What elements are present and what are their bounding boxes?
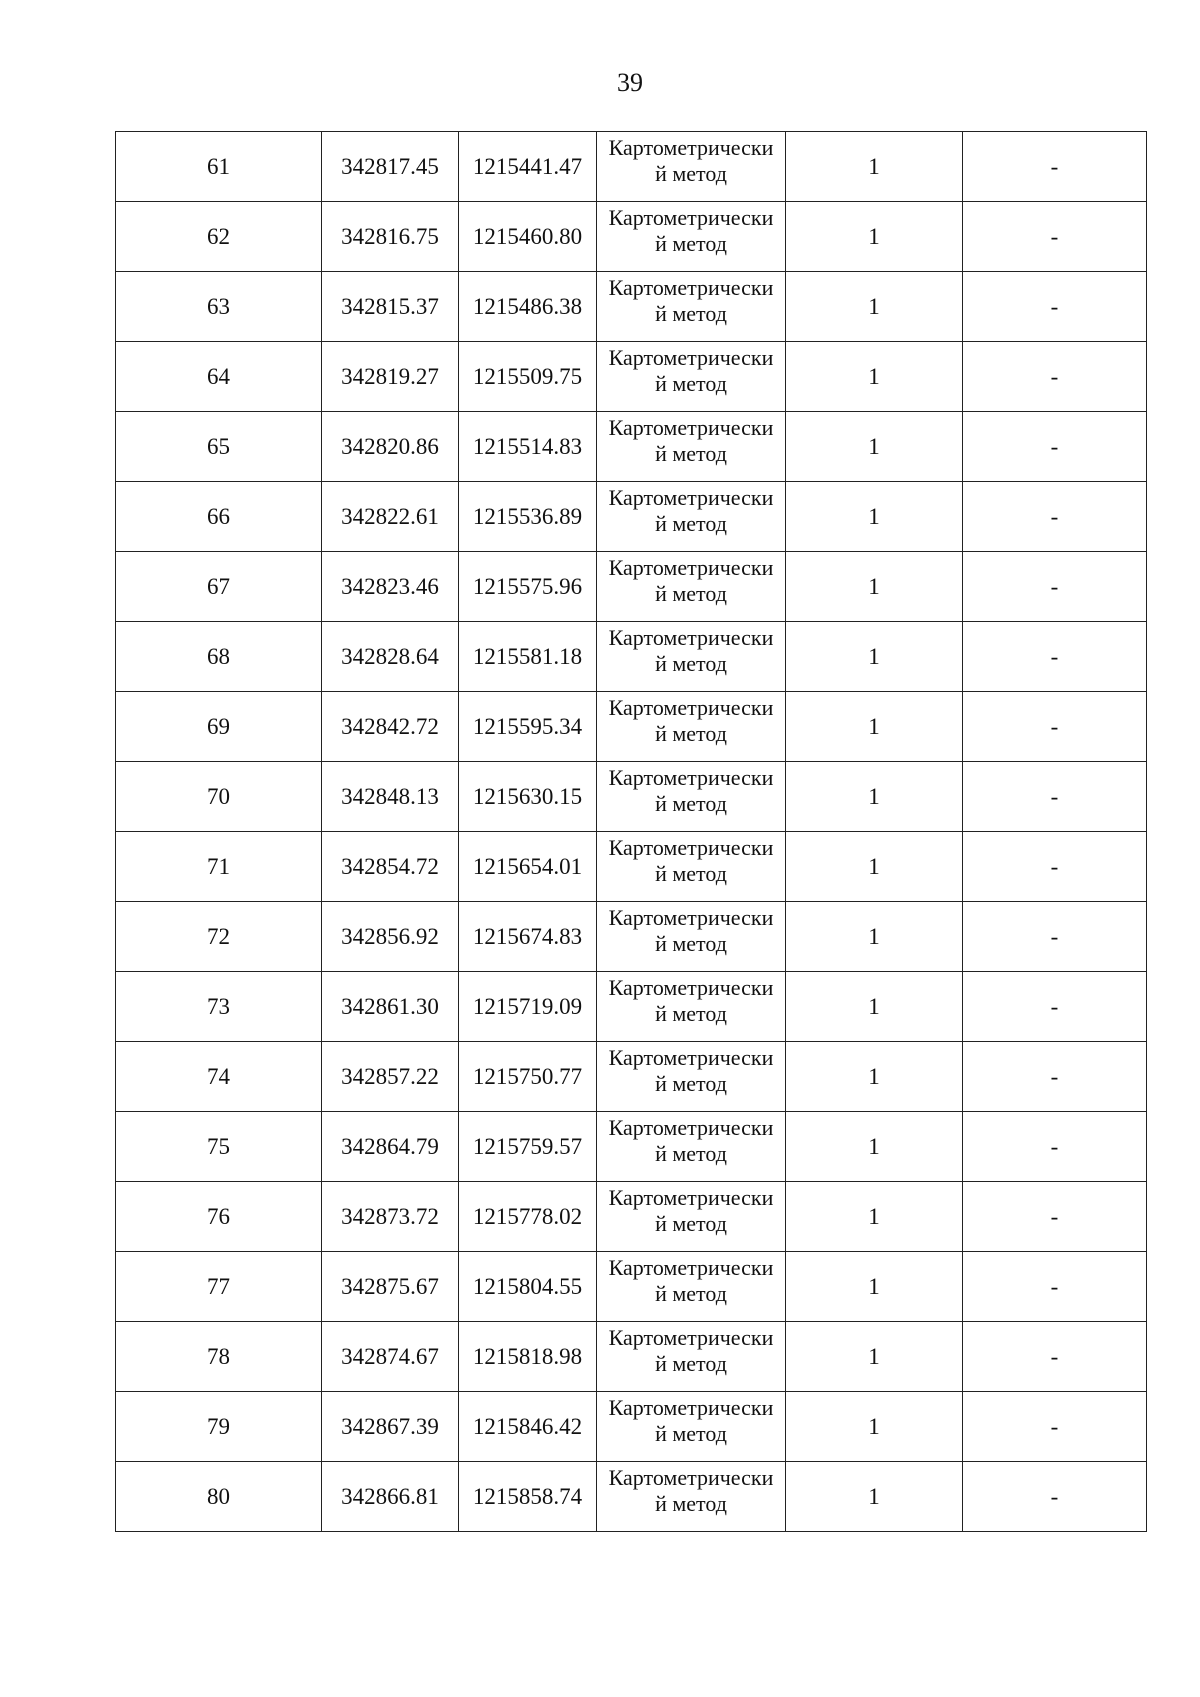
method-cell <box>597 552 786 622</box>
point-number-cell: 80 <box>116 1462 322 1532</box>
method-text-line: й метод <box>655 651 727 676</box>
coord-x-cell: 342820.86 <box>322 412 459 482</box>
point-number-cell: 66 <box>116 482 322 552</box>
method-cell <box>597 622 786 692</box>
method-text-line: Картометрически <box>608 275 774 300</box>
coord-y-cell: 1215778.02 <box>459 1182 597 1252</box>
coord-y-cell: 1215595.34 <box>459 692 597 762</box>
coord-y-cell: 1215804.55 <box>459 1252 597 1322</box>
accuracy-cell: 1 <box>786 1392 963 1462</box>
method-cell <box>597 832 786 902</box>
accuracy-cell: 1 <box>786 1182 963 1252</box>
point-number-cell: 72 <box>116 902 322 972</box>
method-text-line: й метод <box>655 1421 727 1446</box>
point-number-cell: 75 <box>116 1112 322 1182</box>
accuracy-cell: 1 <box>786 832 963 902</box>
method-text-line: й метод <box>655 511 727 536</box>
note-cell: - <box>963 1112 1147 1182</box>
point-number-cell: 65 <box>116 412 322 482</box>
coord-x-cell: 342819.27 <box>322 342 459 412</box>
coord-y-cell: 1215460.80 <box>459 202 597 272</box>
method-cell <box>597 1462 786 1532</box>
note-cell: - <box>963 1392 1147 1462</box>
method-text-line: Картометрически <box>608 1325 774 1350</box>
method-text-line: й метод <box>655 581 727 606</box>
method-text-line: й метод <box>655 791 727 816</box>
table-row <box>116 762 1147 832</box>
method-cell <box>597 1112 786 1182</box>
table-row <box>116 1462 1147 1532</box>
table-row <box>116 412 1147 482</box>
note-cell: - <box>963 482 1147 552</box>
point-number-cell: 63 <box>116 272 322 342</box>
method-text-line: Картометрически <box>608 975 774 1000</box>
method-cell <box>597 1182 786 1252</box>
method-cell <box>597 1252 786 1322</box>
method-text-line: й метод <box>655 371 727 396</box>
note-cell: - <box>963 412 1147 482</box>
note-cell: - <box>963 762 1147 832</box>
note-cell: - <box>963 272 1147 342</box>
coord-x-cell: 342867.39 <box>322 1392 459 1462</box>
method-text-line: Картометрически <box>608 485 774 510</box>
note-cell: - <box>963 1462 1147 1532</box>
table-row <box>116 1112 1147 1182</box>
coord-y-cell: 1215858.74 <box>459 1462 597 1532</box>
coord-y-cell: 1215630.15 <box>459 762 597 832</box>
point-number-cell: 79 <box>116 1392 322 1462</box>
method-text-line: й метод <box>655 1211 727 1236</box>
coord-y-cell: 1215514.83 <box>459 412 597 482</box>
method-text-line: Картометрически <box>608 345 774 370</box>
point-number-cell: 68 <box>116 622 322 692</box>
accuracy-cell: 1 <box>786 1462 963 1532</box>
method-cell <box>597 412 786 482</box>
method-text-line: Картометрически <box>608 415 774 440</box>
method-cell <box>597 202 786 272</box>
note-cell: - <box>963 1252 1147 1322</box>
point-number-cell: 67 <box>116 552 322 622</box>
coord-x-cell: 342817.45 <box>322 132 459 202</box>
coord-x-cell: 342848.13 <box>322 762 459 832</box>
accuracy-cell: 1 <box>786 902 963 972</box>
note-cell: - <box>963 1322 1147 1392</box>
coord-x-cell: 342866.81 <box>322 1462 459 1532</box>
method-text-line: й метод <box>655 1001 727 1026</box>
table-row <box>116 482 1147 552</box>
coord-x-cell: 342873.72 <box>322 1182 459 1252</box>
table-row <box>116 132 1147 202</box>
method-text-line: Картометрически <box>608 625 774 650</box>
method-text-line: й метод <box>655 1141 727 1166</box>
method-cell <box>597 482 786 552</box>
accuracy-cell: 1 <box>786 342 963 412</box>
method-cell <box>597 1042 786 1112</box>
coord-y-cell: 1215846.42 <box>459 1392 597 1462</box>
table-row <box>116 342 1147 412</box>
point-number-cell: 62 <box>116 202 322 272</box>
accuracy-cell: 1 <box>786 692 963 762</box>
method-text-line: й метод <box>655 931 727 956</box>
method-text-line: Картометрически <box>608 1395 774 1420</box>
method-text-line: Картометрически <box>608 835 774 860</box>
note-cell: - <box>963 342 1147 412</box>
coord-x-cell: 342815.37 <box>322 272 459 342</box>
table-row <box>116 902 1147 972</box>
accuracy-cell: 1 <box>786 1042 963 1112</box>
coord-x-cell: 342816.75 <box>322 202 459 272</box>
accuracy-cell: 1 <box>786 1112 963 1182</box>
coord-x-cell: 342856.92 <box>322 902 459 972</box>
accuracy-cell: 1 <box>786 132 963 202</box>
coord-x-cell: 342842.72 <box>322 692 459 762</box>
accuracy-cell: 1 <box>786 972 963 1042</box>
coord-y-cell: 1215509.75 <box>459 342 597 412</box>
table-row <box>116 272 1147 342</box>
table-body <box>116 132 1147 1532</box>
coord-y-cell: 1215719.09 <box>459 972 597 1042</box>
method-cell <box>597 762 786 832</box>
note-cell: - <box>963 832 1147 902</box>
coord-x-cell: 342874.67 <box>322 1322 459 1392</box>
coord-x-cell: 342828.64 <box>322 622 459 692</box>
point-number-cell: 71 <box>116 832 322 902</box>
point-number-cell: 74 <box>116 1042 322 1112</box>
coord-x-cell: 342875.67 <box>322 1252 459 1322</box>
coord-x-cell: 342823.46 <box>322 552 459 622</box>
table-row <box>116 202 1147 272</box>
coord-y-cell: 1215818.98 <box>459 1322 597 1392</box>
accuracy-cell: 1 <box>786 1322 963 1392</box>
note-cell: - <box>963 552 1147 622</box>
accuracy-cell: 1 <box>786 412 963 482</box>
method-text-line: Картометрически <box>608 765 774 790</box>
accuracy-cell: 1 <box>786 482 963 552</box>
coord-y-cell: 1215486.38 <box>459 272 597 342</box>
table-row <box>116 1252 1147 1322</box>
method-text-line: Картометрически <box>608 1185 774 1210</box>
method-text-line: Картометрически <box>608 695 774 720</box>
page-number: 39 <box>617 68 643 97</box>
point-number-cell: 76 <box>116 1182 322 1252</box>
table-row <box>116 622 1147 692</box>
method-cell <box>597 132 786 202</box>
note-cell: - <box>963 622 1147 692</box>
method-cell <box>597 692 786 762</box>
table-row <box>116 1322 1147 1392</box>
accuracy-cell: 1 <box>786 202 963 272</box>
table-row <box>116 1182 1147 1252</box>
note-cell: - <box>963 202 1147 272</box>
table-row <box>116 1042 1147 1112</box>
method-cell <box>597 272 786 342</box>
note-cell: - <box>963 902 1147 972</box>
coord-y-cell: 1215575.96 <box>459 552 597 622</box>
method-text-line: Картометрически <box>608 135 774 160</box>
method-text-line: Картометрически <box>608 1045 774 1070</box>
note-cell: - <box>963 132 1147 202</box>
coord-y-cell: 1215654.01 <box>459 832 597 902</box>
accuracy-cell: 1 <box>786 552 963 622</box>
coord-x-cell: 342861.30 <box>322 972 459 1042</box>
coord-y-cell: 1215581.18 <box>459 622 597 692</box>
table-row <box>116 832 1147 902</box>
accuracy-cell: 1 <box>786 762 963 832</box>
method-text-line: й метод <box>655 861 727 886</box>
note-cell: - <box>963 1182 1147 1252</box>
method-cell <box>597 1392 786 1462</box>
coord-x-cell: 342864.79 <box>322 1112 459 1182</box>
table-row <box>116 972 1147 1042</box>
method-text-line: й метод <box>655 231 727 256</box>
method-cell <box>597 972 786 1042</box>
method-text-line: й метод <box>655 1071 727 1096</box>
method-text-line: й метод <box>655 161 727 186</box>
point-number-cell: 77 <box>116 1252 322 1322</box>
method-text-line: Картометрически <box>608 1465 774 1490</box>
method-cell <box>597 342 786 412</box>
point-number-cell: 70 <box>116 762 322 832</box>
note-cell: - <box>963 972 1147 1042</box>
method-text-line: Картометрически <box>608 205 774 230</box>
method-text-line: й метод <box>655 301 727 326</box>
method-cell <box>597 1322 786 1392</box>
method-text-line: Картометрически <box>608 905 774 930</box>
method-cell <box>597 902 786 972</box>
note-cell: - <box>963 692 1147 762</box>
coord-y-cell: 1215674.83 <box>459 902 597 972</box>
point-number-cell: 61 <box>116 132 322 202</box>
point-number-cell: 64 <box>116 342 322 412</box>
method-text-line: й метод <box>655 1281 727 1306</box>
accuracy-cell: 1 <box>786 1252 963 1322</box>
method-text-line: Картометрически <box>608 1115 774 1140</box>
coord-y-cell: 1215441.47 <box>459 132 597 202</box>
point-number-cell: 69 <box>116 692 322 762</box>
coord-x-cell: 342854.72 <box>322 832 459 902</box>
coordinates-table <box>115 131 1147 1532</box>
table-row <box>116 1392 1147 1462</box>
accuracy-cell: 1 <box>786 272 963 342</box>
coord-x-cell: 342822.61 <box>322 482 459 552</box>
method-text-line: Картометрически <box>608 555 774 580</box>
note-cell: - <box>963 1042 1147 1112</box>
coord-y-cell: 1215759.57 <box>459 1112 597 1182</box>
table-row <box>116 552 1147 622</box>
point-number-cell: 73 <box>116 972 322 1042</box>
table-row <box>116 692 1147 762</box>
method-text-line: й метод <box>655 1491 727 1516</box>
method-text-line: й метод <box>655 441 727 466</box>
method-text-line: й метод <box>655 1351 727 1376</box>
coord-x-cell: 342857.22 <box>322 1042 459 1112</box>
point-number-cell: 78 <box>116 1322 322 1392</box>
accuracy-cell: 1 <box>786 622 963 692</box>
coord-y-cell: 1215536.89 <box>459 482 597 552</box>
method-text-line: Картометрически <box>608 1255 774 1280</box>
method-text-line: й метод <box>655 721 727 746</box>
coord-y-cell: 1215750.77 <box>459 1042 597 1112</box>
